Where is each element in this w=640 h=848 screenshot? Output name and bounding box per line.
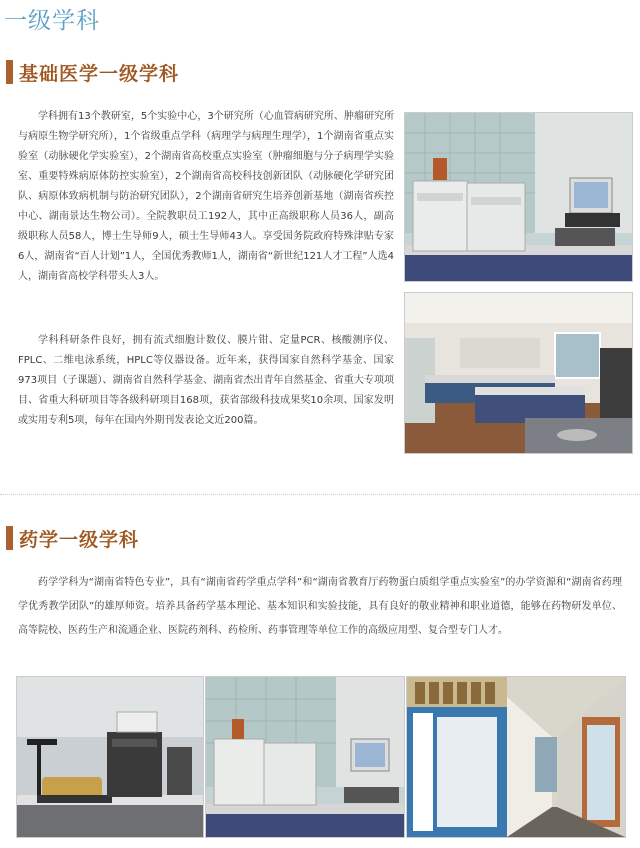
paragraph: 药学学科为“湖南省特色专业”，具有“湖南省药学重点学科”和“湖南省教育厅药物蛋白质组学重点实验室”的办学资源和“湖南省药理学优秀教学团队”的雄厚师资。培养具备药学基本理论、基本知识和实验技能，具有良好的敬业精神和职业道德，能够在药物研发单位、高等院校、医药生产和流通企业、医院药剂科、药检所、药事管理等单位工作的高级应用型、复合型专门人才。 xyxy=(18,577,622,636)
section-marker xyxy=(6,60,13,84)
section-title: 基础医学一级学科 xyxy=(19,62,180,85)
lab-classroom-photo xyxy=(404,292,633,454)
lab-corridor-photo xyxy=(406,676,626,838)
page-title: 一级学科 xyxy=(4,8,100,34)
section-marker xyxy=(6,526,13,550)
lab-instrument-photo xyxy=(16,676,204,838)
section-header-pharmacy xyxy=(6,523,139,553)
paragraph: 学科拥有13个教研室，5个实验中心，3个研究所（心血管病研究所、肿瘤研究所与病原生物学研究所），1个省级重点学科（病理学与病理生理学），1个湖南省重点实验室（动脉硬化学实验室），2个湖南省高校重点实验室（肿瘤细胞与分子病理学实验室、重要特殊病原体防控实验室），2个湖南省高校科技创新团队（动脉硬化学研究团队、病原体致病机制与防治研究团队），2个湖南省研究生培养创新基地（湖南省疾控中心、湖南景达生物公司）。全院教职员工192人，其中正高级职称人员36人，副高级职称人员58人，博士生导师9人，硕士生导师43人。享受国务院政府特殊津贴专家6人，湖南省“百人计划”1人，全国优秀教师1人，湖南省“新世纪121人才工程”人选4人，湖南省高校学科带头人3人。 xyxy=(18,111,394,282)
section-header-basic-medicine xyxy=(6,57,179,87)
lab-hplc-photo-2 xyxy=(205,676,405,838)
section-title: 药学一级学科 xyxy=(19,528,140,551)
paragraph: 学科科研条件良好，拥有流式细胞计数仪、膜片钳、定量PCR、核酸测序仪、FPLC、二维电泳系统，HPLC等仪器设备。近年来，获得国家自然科学基金、国家973项目（子课题）、湖南省自然科学基金、湖南省杰出青年自然基金、省重大专项项目、省重大科研项目等各级科研项目168项，获省部级科技成果奖10余项、国家发明或实用专利5项，每年在国内外期刊发表论文近200篇。 xyxy=(18,335,394,426)
section-divider xyxy=(0,494,640,495)
lab-hplc-photo xyxy=(404,112,633,282)
